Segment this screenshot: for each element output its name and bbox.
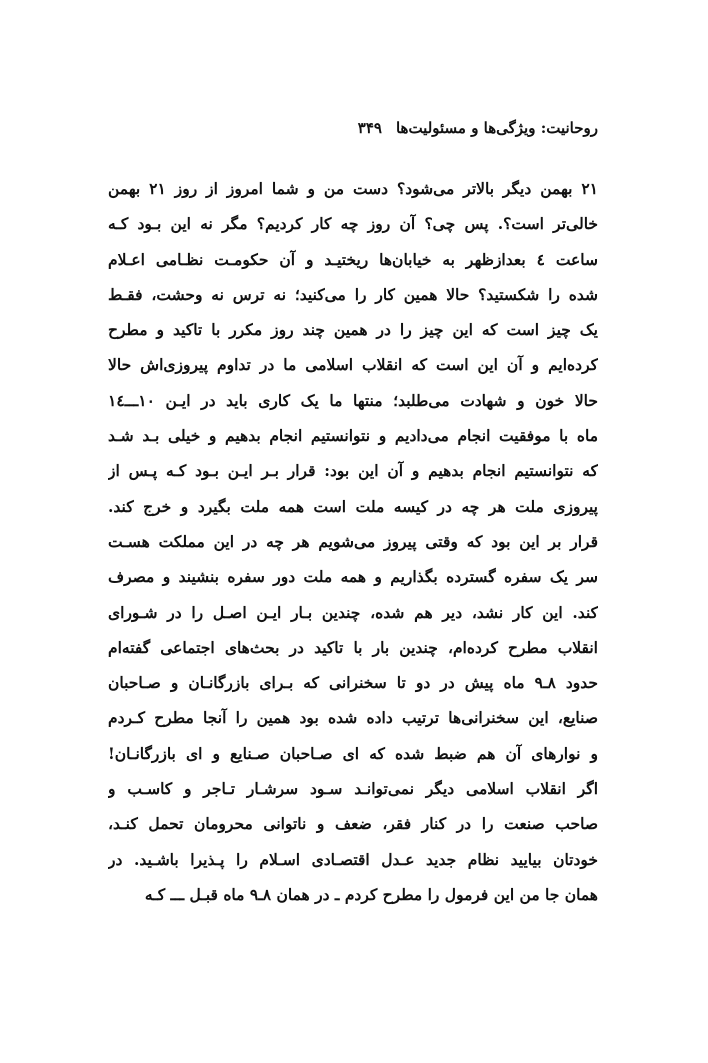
text-line: خودتان بیایید نظام جدید عـدل اقتصـادی اسـلام را پـذیرا باشـید. در <box>108 849 598 869</box>
text-line: ماه با موفقیت انجام می‌دادیم و نتوانستیم انجام بدهیم و خیلی بـد شـد <box>108 426 598 446</box>
text-line: یک چیز است که این چیز را در همین چند روز مکرر با تاکید و مطرح <box>108 320 598 340</box>
text-line: حالا خون و شهادت می‌طلبد؛ منتها ما یک کاری باید در ایـن ۱۰ـــ۱٤ <box>108 390 598 410</box>
body-text <box>108 171 598 912</box>
text-line: و نوارهای آن هم ضبط شده که ای صـاحبان صـنایع و ای بازرگانـان! <box>108 743 598 763</box>
text-line: شده را شکستید؟ حالا همین کار را می‌کنید؛ نه ترس نه وحشت، فقـط <box>108 284 598 304</box>
running-header-title: روحانیت: ویژگی‌ها و مسئولیت‌ها <box>395 119 598 137</box>
text-line: صاحب صنعت را در کنار فقر، ضعف و ناتوانی محرومان تحمل کنـد، <box>108 814 598 834</box>
text-line: صنایع، این سخنرانی‌ها ترتیب داده شده بود همین را آنجا مطرح کـردم <box>108 708 598 728</box>
text-line: ساعت ٤ بعدازظهر به خیابان‌ها ریختیـد و آن حکومـت نظـامی اعـلام <box>108 249 598 269</box>
text-line: اگر انقلاب اسلامی دیگر نمی‌توانـد سـود سرشـار تـاجر و کاسـب و <box>108 779 598 799</box>
text-line: انقلاب مطرح کرده‌ام، چندین بار با تاکید در بحث‌های اجتماعی گفته‌ام <box>108 637 598 657</box>
text-line: سر یک سفره گسترده بگذاریم و همه ملت دور سفره بنشیند و مصرف <box>108 567 598 587</box>
text-line: قرار بر این بود که وقتی پیروز می‌شویم هر چه در این مملکت هسـت <box>108 531 598 551</box>
text-line: پیروزی ملت هر چه در کیسه ملت است همه ملت بگیرد و خرج کند. <box>108 496 598 516</box>
text-line: ۲۱ بهمن دیگر بالاتر می‌شود؟ دست من و شما امروز از روز ۲۱ بهمن <box>108 179 598 198</box>
text-line: که نتوانستیم انجام بدهیم و آن این بود: قرار بـر ایـن بـود کـه پـس از <box>108 461 598 481</box>
text-line: کرده‌ایم و آن این است که انقلاب اسلامی ما در تداوم پیروزی‌اش حالا <box>108 355 598 375</box>
text-line: خالی‌تر است؟. پس چی؟ آن روز چه کار کردیم؟ مگر نه این بـود کـه <box>108 214 598 234</box>
running-header <box>108 119 598 137</box>
text-line: کند. این کار نشد، دیر هم شده، چندین بـار ایـن اصـل را در شـورای <box>108 602 598 622</box>
text-line: حدود ۸ـ۹ ماه پیش در دو تا سخنرانی که بـرای بازرگانـان و صـاحبان <box>108 673 598 693</box>
page-number: ۳۴۹ <box>357 119 382 137</box>
text-line: همان جا من این فرمول را مطرح کردم ـ در همان ۸ـ۹ ماه قبـل ـــ کـه <box>144 884 598 904</box>
